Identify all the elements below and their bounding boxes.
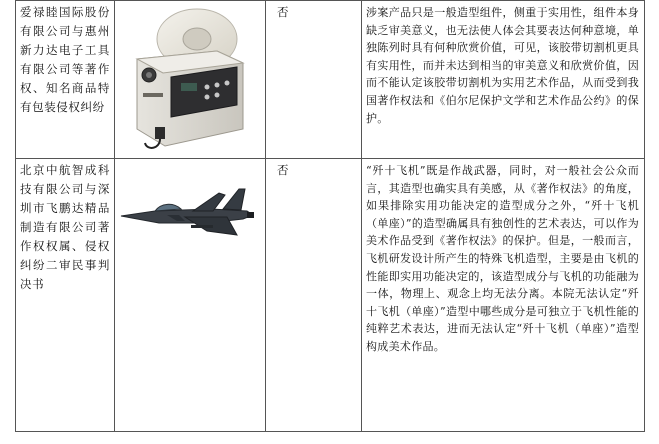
tape-dispenser-image <box>115 1 265 158</box>
reason-text: “歼十飞机”既是作战武器，同时，对一般社会公众而言，其造型也确实具有美感，从《著作权法》的角度，如果排除实用功能决定的造型成分之外，“歼十飞机（单座）”的造型确属具有独创性的艺术表达，可以作为美术作品受到《著作权法》的保护。但是，一般而言，飞机研发设计所产生的特殊飞机造型，主要是由飞机的性能即实用功能决定的，该造型成分与飞机的功能融为一体，物理上、观念上均无法分离。本院无法认定“歼十飞机（单座）”造型中哪些成分是可独立于飞机性能的纯粹艺术表达，进而无法认定“歼十飞机（单座）”造型构成美术作品。 <box>366 164 639 353</box>
product-image-cell <box>115 1 266 159</box>
case-name-cell <box>16 1 115 159</box>
fighter-jet-image <box>115 159 265 431</box>
product-image-cell <box>115 159 266 432</box>
reason-cell <box>362 1 645 159</box>
case-table <box>15 0 645 432</box>
verdict-cell <box>266 159 362 432</box>
reason-cell <box>362 159 645 432</box>
table-row <box>16 1 645 159</box>
verdict-cell <box>266 1 362 159</box>
fighter-jet-illustration <box>115 159 265 269</box>
reason-text: 涉案产品只是一般造型组件，侧重于实用性，组件本身缺乏审美意义，也无法使人体会其要表达何种意境，单独陈列时具有何种欣赏价值，可见，该胶带切割机更具有实用性，而并未达到相当的审美意义和欣赏价值，因而不能认定该胶带切割机为实用艺术作品，从而受到我国著作权法和《伯尔尼保护文学和艺术作品公约》的保护。 <box>366 6 639 125</box>
table-row <box>16 159 645 432</box>
case-name: 爱禄睦国际股份有限公司与惠州新力达电子工具有限公司等著作权、知名商品特有包装侵权纠纷 <box>20 5 110 114</box>
tape-dispenser-illustration <box>115 1 265 154</box>
case-name-cell <box>16 159 115 432</box>
verdict-value: 否 <box>277 163 289 177</box>
case-name: 北京中航智成科技有限公司与深圳市飞鹏达精品制造有限公司著作权权属、侵权纠纷二审民事判决书 <box>20 163 110 291</box>
verdict-value: 否 <box>277 5 289 19</box>
